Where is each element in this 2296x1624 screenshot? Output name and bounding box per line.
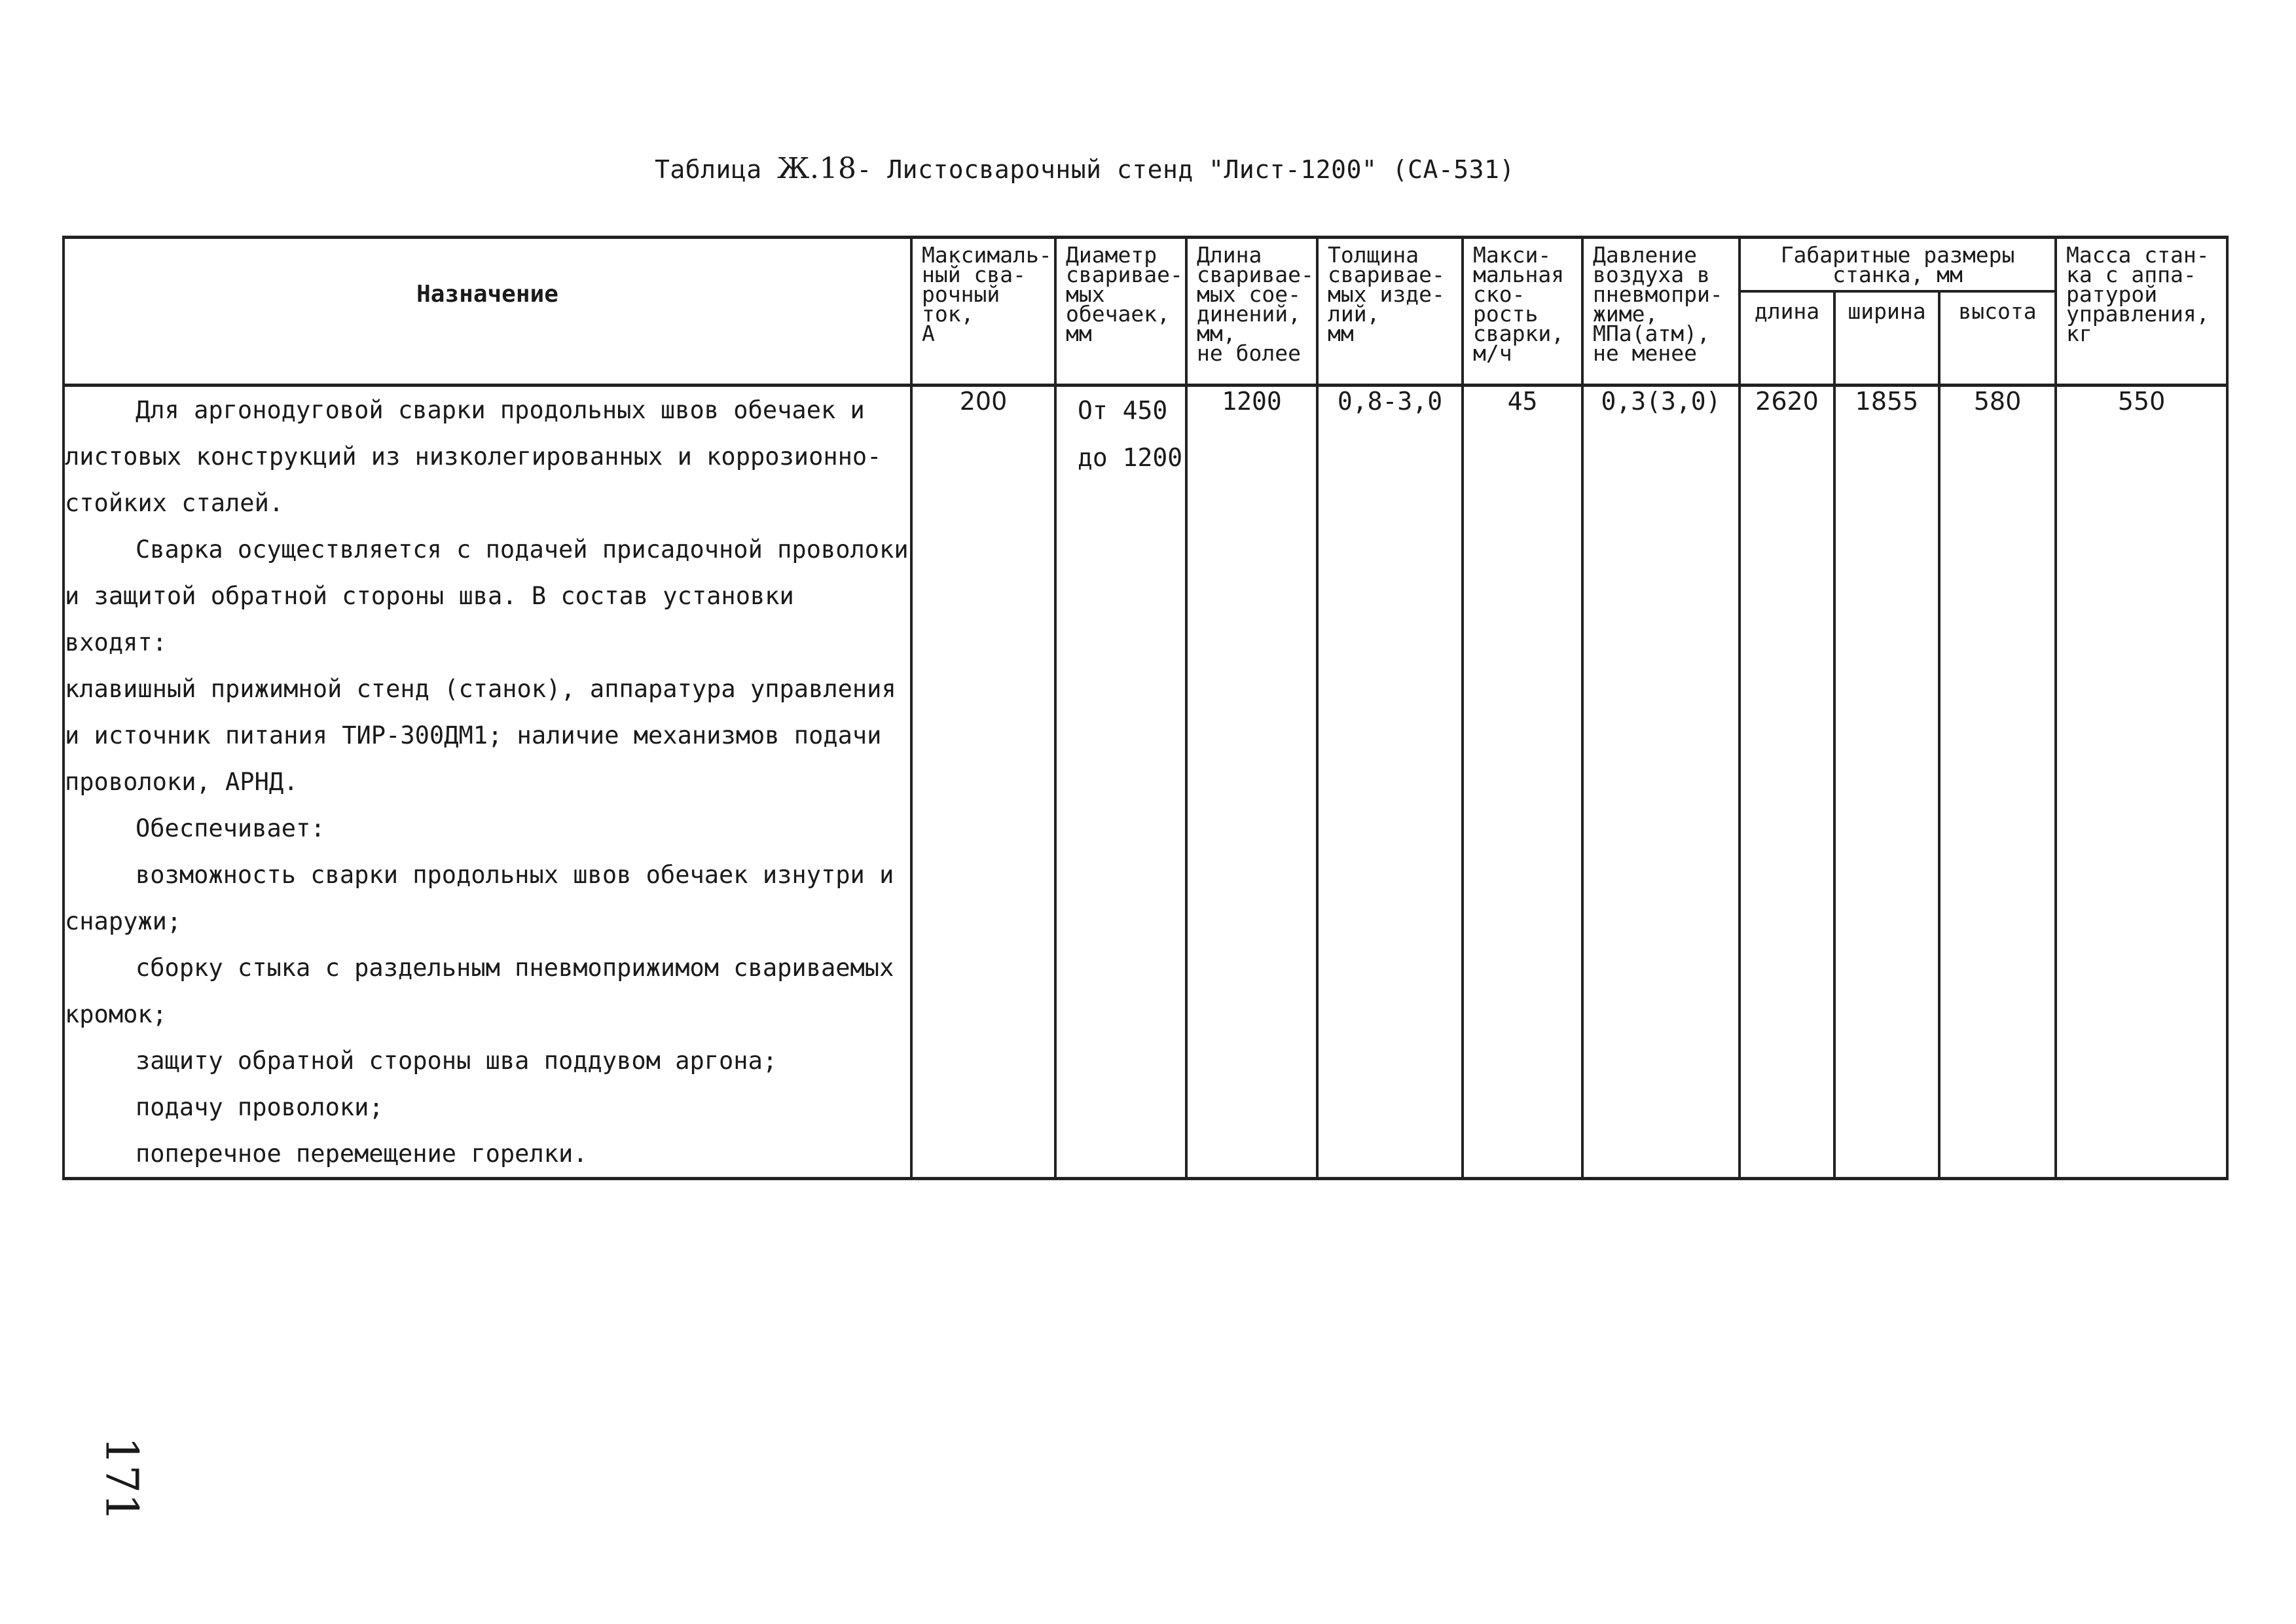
header-mass: Масса стан- ка с аппа- ратурой управления, кг: [2056, 238, 2227, 386]
description-line: кромок;: [65, 1000, 167, 1028]
header-dim-length: длина: [1740, 291, 1834, 385]
description-line: и защитой обратной стороны шва. В состав установки входят:: [65, 581, 794, 657]
description-line: листовых конструкций из низколегированных и коррозионно-: [65, 442, 882, 471]
value-dim-width: 1855: [1834, 385, 1939, 1178]
description-line: снаружи;: [65, 907, 182, 935]
header-diameter: Диаметр сваривае- мых обечаек, мм: [1055, 238, 1186, 386]
description-line: стойких сталей.: [65, 488, 284, 517]
table-row: [64, 385, 2227, 1178]
description-line: поперечное перемещение горелки.: [136, 1139, 588, 1168]
header-max-current: Максималь- ный сва- рочный ток, А: [911, 238, 1055, 386]
description-line: и источник питания ТИР-300ДМ1; наличие механизмов подачи: [65, 721, 882, 749]
description-line: проволоки, АРНД.: [65, 767, 299, 796]
value-diameter-from: От 450: [1078, 395, 1168, 425]
description-line: сборку стыка с раздельным пневмоприжимом свариваемых: [136, 953, 894, 982]
value-dim-length: 2620: [1740, 385, 1834, 1178]
header-dim-width: ширина: [1834, 291, 1939, 385]
header-thickness: Толщина сваривае- мых изде- лий, мм: [1317, 238, 1463, 386]
header-air-pressure: Давление воздуха в пневмопри- жиме, МПа(атм), не менее: [1582, 238, 1740, 386]
value-mass: 550: [2056, 385, 2227, 1178]
value-air-pressure: 0,3(3,0): [1582, 385, 1740, 1178]
purpose-description: [64, 385, 911, 1178]
value-diameter: [1055, 385, 1186, 1178]
table-number: Ж.18: [777, 152, 857, 185]
value-max-current: 200: [911, 385, 1055, 1178]
table-title: [655, 152, 1515, 185]
page-number: 171: [95, 1436, 147, 1522]
description-line: защиту обратной стороны шва поддувом аргона;: [136, 1046, 778, 1075]
table-title-prefix: Таблица: [655, 155, 762, 184]
table-title-text: - Листосварочный стенд "Лист-1200" (СА-531): [856, 155, 1515, 184]
description-line: подачу проволоки;: [136, 1092, 384, 1121]
header-dimensions-group: Габаритные размеры станка, мм: [1740, 238, 2056, 292]
header-length: Длина сваривае- мых сое- динений, мм, не более: [1186, 238, 1317, 386]
value-max-speed: 45: [1463, 385, 1582, 1178]
value-length: 1200: [1186, 385, 1317, 1178]
description-line: клавишный прижимной стенд (станок), аппаратура управления: [65, 674, 896, 703]
description-line: Сварка осуществляется с подачей присадочной проволоки: [136, 535, 909, 564]
description-line: возможность сварки продольных швов обечаек изнутри и: [136, 860, 894, 889]
description-line: Обеспечивает:: [136, 814, 325, 842]
value-dim-height: 580: [1939, 385, 2056, 1178]
header-max-speed: Макси- мальная ско- рость сварки, м/ч: [1463, 238, 1582, 386]
spec-table: [62, 236, 2229, 1180]
value-thickness: 0,8-3,0: [1317, 385, 1463, 1178]
header-dim-height: высота: [1939, 291, 2056, 385]
value-diameter-to: до 1200: [1078, 442, 1183, 472]
header-purpose: Назначение: [64, 238, 911, 386]
description-line: Для аргонодуговой сварки продольных швов обечаек и: [136, 395, 865, 424]
header-row: [64, 238, 2227, 292]
